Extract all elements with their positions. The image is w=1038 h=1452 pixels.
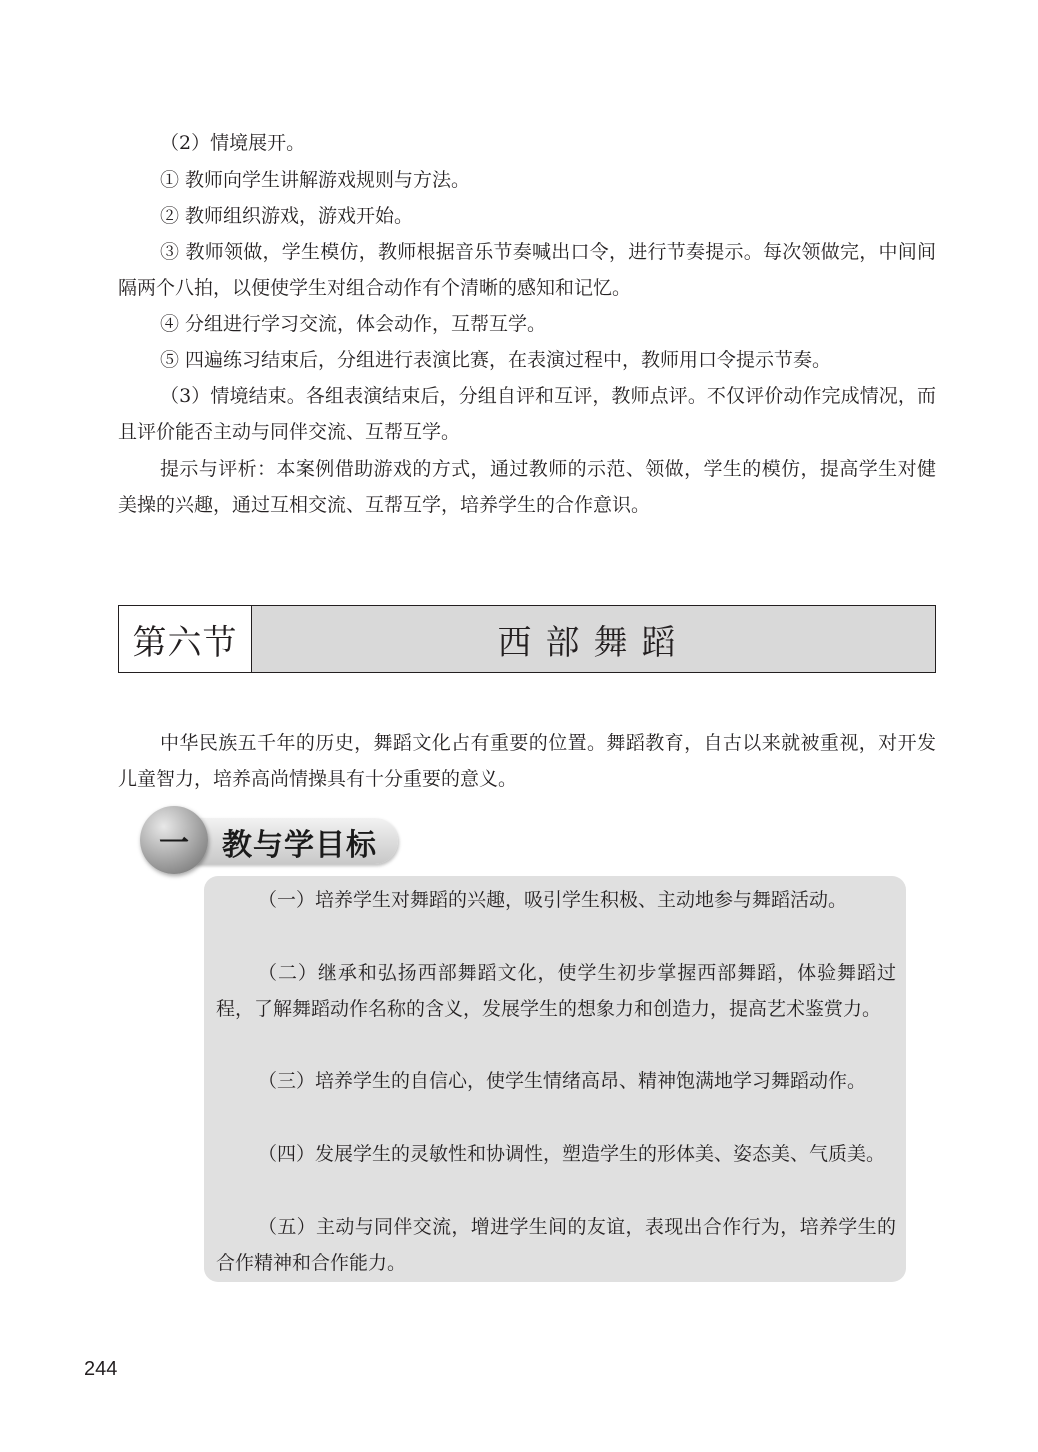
intro-paragraph: 中华民族五千年的历史，舞蹈文化占有重要的位置。舞蹈教育，自古以来就被重视，对开发儿童智力，培养高尚情操具有十分重要的意义。 bbox=[118, 732, 936, 790]
page-number: 244 bbox=[84, 1358, 118, 1380]
section-number: 第六节 bbox=[119, 606, 252, 672]
step-2: ② 教师组织游戏，游戏开始。 bbox=[160, 205, 414, 227]
goal-item: （二）继承和弘扬西部舞蹈文化，使学生初步掌握西部舞蹈，体验舞蹈过程，了解舞蹈动作名称的含义，发展学生的想象力和创造力，提高艺术鉴赏力。 bbox=[216, 962, 896, 1020]
step-4: ④ 分组进行学习交流，体会动作，互帮互学。 bbox=[160, 313, 547, 335]
goal-item: （五）主动与同伴交流，增进学生间的友谊，表现出合作行为，培养学生的合作精神和合作能力。 bbox=[216, 1216, 896, 1274]
section-header bbox=[118, 605, 936, 673]
paragraph-2-heading: （2）情境展开。 bbox=[160, 132, 306, 154]
step-1: ① 教师向学生讲解游戏规则与方法。 bbox=[160, 169, 471, 191]
step-5: ⑤ 四遍练习结束后，分组进行表演比赛，在表演过程中，教师用口令提示节奏。 bbox=[160, 349, 832, 371]
goal-item: （一）培养学生对舞蹈的兴趣，吸引学生积极、主动地参与舞蹈活动。 bbox=[258, 889, 848, 911]
goal-item: （三）培养学生的自信心，使学生情绪高昂、精神饱满地学习舞蹈动作。 bbox=[258, 1070, 867, 1092]
subheading-number: 一 bbox=[140, 806, 208, 874]
step-3: ③ 教师领做，学生模仿，教师根据音乐节奏喊出口令，进行节奏提示。每次领做完，中间间隔两个八拍，以便使学生对组合动作有个清晰的感知和记忆。 bbox=[118, 241, 936, 299]
subheading-title: 教与学目标 bbox=[222, 828, 377, 863]
goal-item: （四）发展学生的灵敏性和协调性，塑造学生的形体美、姿态美、气质美。 bbox=[258, 1143, 886, 1165]
paragraph-3: （3）情境结束。各组表演结束后，分组自评和互评，教师点评。不仅评价动作完成情况，而且评价能否主动与同伴交流、互帮互学。 bbox=[118, 385, 936, 443]
comment-paragraph: 提示与评析：本案例借助游戏的方式，通过教师的示范、领做，学生的模仿，提高学生对健美操的兴趣，通过互相交流、互帮互学，培养学生的合作意识。 bbox=[118, 458, 936, 516]
subheading bbox=[140, 806, 402, 874]
section-title: 西部舞蹈 bbox=[252, 606, 935, 672]
